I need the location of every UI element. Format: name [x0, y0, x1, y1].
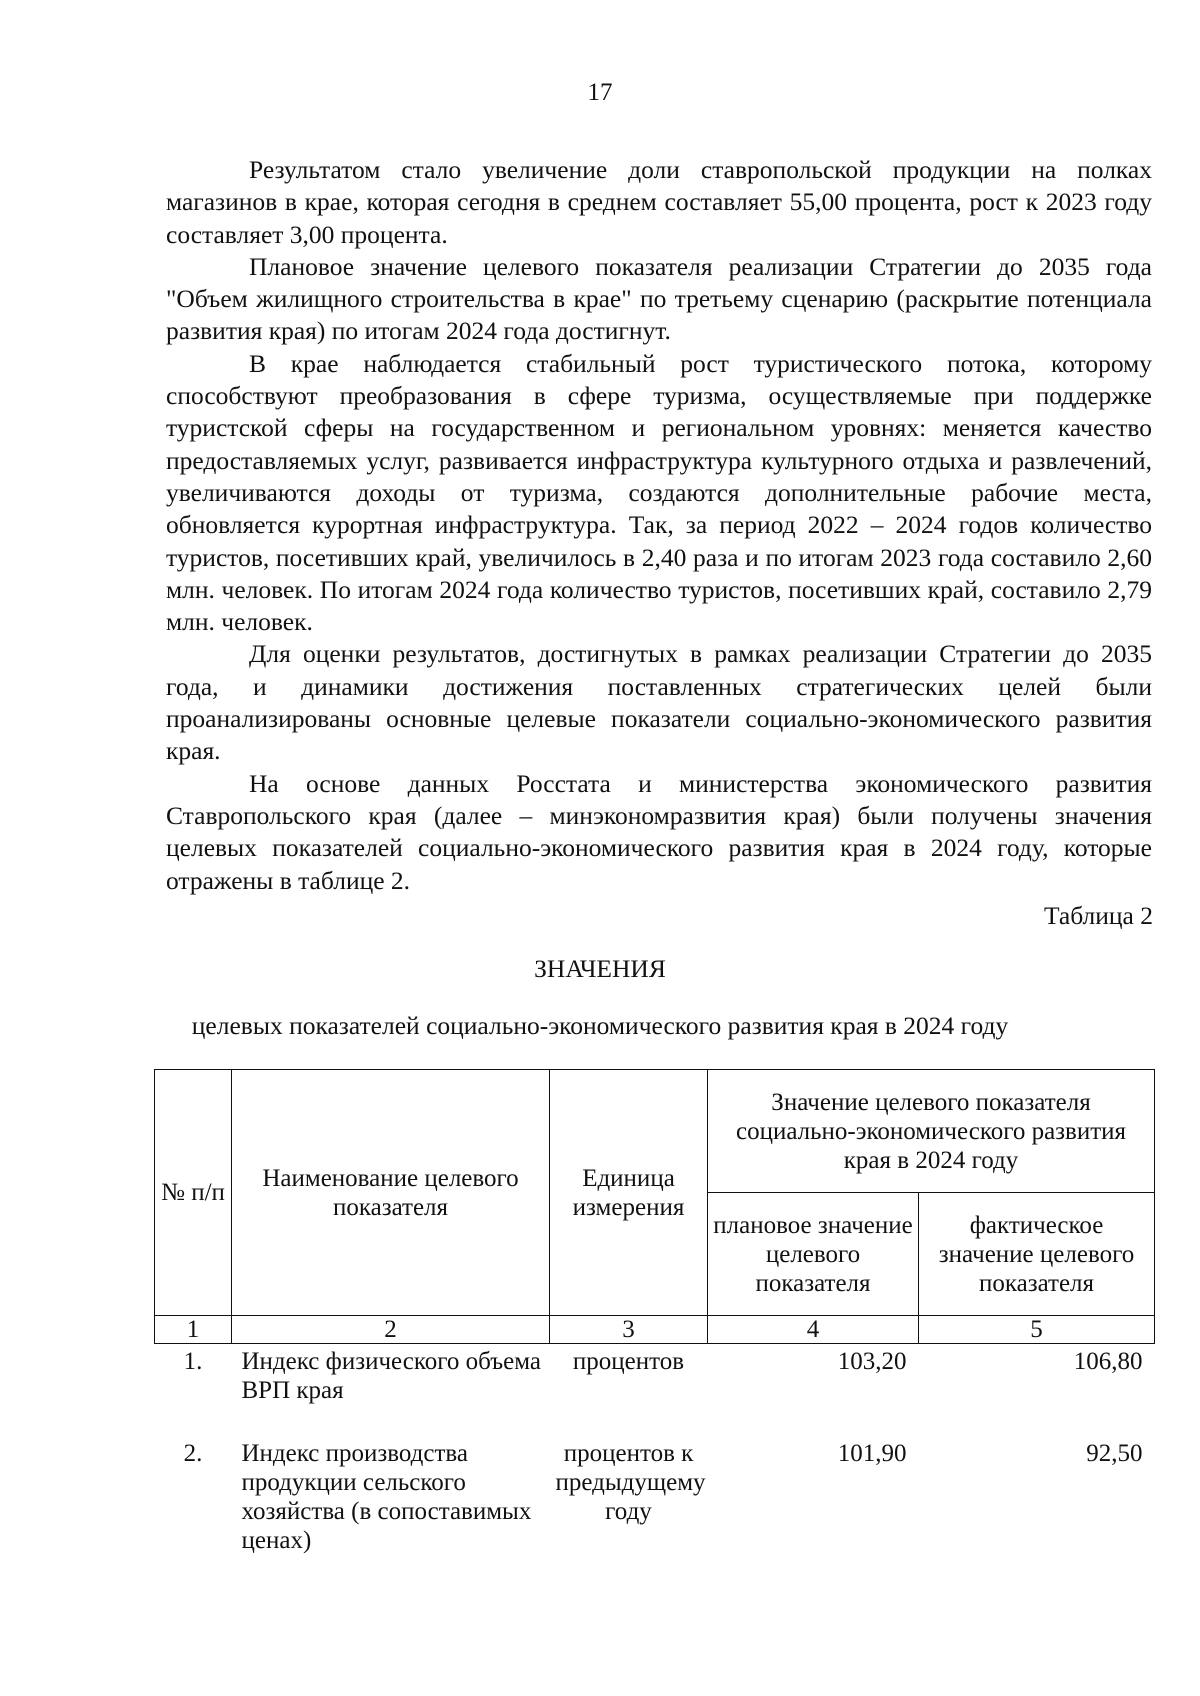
table-row: [155, 1436, 1155, 1586]
paragraph-2: Плановое значение целевого показателя реализации Стратегии до 2035 года "Объем жилищного строительства в крае" по третьему сценарию (раскрытие потенциала развития края) по итогам 2024 года достигнут.: [166, 251, 1152, 346]
column-number: 4: [708, 1316, 919, 1344]
row-name: Индекс физического объема ВРП края: [241, 1348, 541, 1404]
indicators-table: [154, 1069, 1155, 1586]
paragraph-5: На основе данных Росстата и министерства экономического развития Ставропольского края (далее – минэкономразвития края) были получены значения целевых показателей социально-экономического развития края в 2024 году, которые отражены в таблице 2.: [166, 768, 1152, 895]
body-text: [166, 154, 1152, 897]
header-num: № п/п: [155, 1070, 232, 1316]
column-number: 1: [155, 1316, 232, 1344]
paragraph-4: Для оценки результатов, достигнутых в рамках реализации Стратегии до 2035 года, и динамики достижения поставленных стратегических целей были проанализированы основные целевые показатели социально-экономического развития края.: [166, 639, 1152, 766]
paragraph-1: Результатом стало увеличение доли ставропольской продукции на полках магазинов в крае, которая сегодня в среднем составляет 55,00 процента, рост к 2023 году составляет 3,00 процента.: [166, 155, 1152, 249]
column-number: 5: [919, 1316, 1155, 1344]
table-title: ЗНАЧЕНИЯ: [534, 954, 666, 983]
row-actual: 92,50: [1086, 1440, 1143, 1467]
header-unit: Единица измерения: [550, 1070, 708, 1316]
header-value-group: Значение целевого показателя социально-экономического развития края в 2024 году: [708, 1070, 1155, 1193]
row-unit: процентов: [572, 1348, 685, 1375]
header-name: Наименование целевого показателя: [232, 1070, 550, 1316]
header-planned: плановое значение целевого показателя: [708, 1193, 919, 1316]
row-actual: 106,80: [1073, 1348, 1143, 1375]
column-number: 2: [232, 1316, 550, 1344]
row-name: Индекс производства продукции сельского хозяйства (в сопоставимых ценах): [241, 1440, 532, 1554]
header-actual: фактическое значение целевого показателя: [919, 1193, 1155, 1316]
page-number: 17: [587, 79, 613, 106]
row-unit: процентов к предыдущему году: [555, 1440, 706, 1525]
row-planned: 103,20: [837, 1348, 907, 1375]
column-number: 3: [550, 1316, 708, 1344]
row-num: 1.: [183, 1348, 203, 1375]
table-row: [155, 1344, 1155, 1437]
row-planned: 101,90: [837, 1440, 907, 1467]
column-number-row: [155, 1316, 1155, 1344]
row-num: 2.: [183, 1440, 203, 1467]
paragraph-3: В крае наблюдается стабильный рост туристического потока, которому способствуют преобразования в сфере туризма, осуществляемые при поддержке туристской сферы на государственном и региональном уровнях: меняется качество предоставляемых услуг, развивается инфраструктура культурного отдыха и развлечений, увеличиваются доходы от туризма, создаются дополнительные рабочие места, обновляется курортная инфраструктура. Так, за период 2022 – 2024 годов количество туристов, посетивших край, увеличилось в 2,40 раза и по итогам 2023 года составило 2,60 млн. человек. По итогам 2024 года количество туристов, посетивших край, составило 2,79 млн. человек.: [166, 348, 1152, 637]
table-subtitle: целевых показателей социально-экономического развития края в 2024 году: [191, 1011, 1009, 1040]
table-label: Таблица 2: [1043, 901, 1153, 930]
